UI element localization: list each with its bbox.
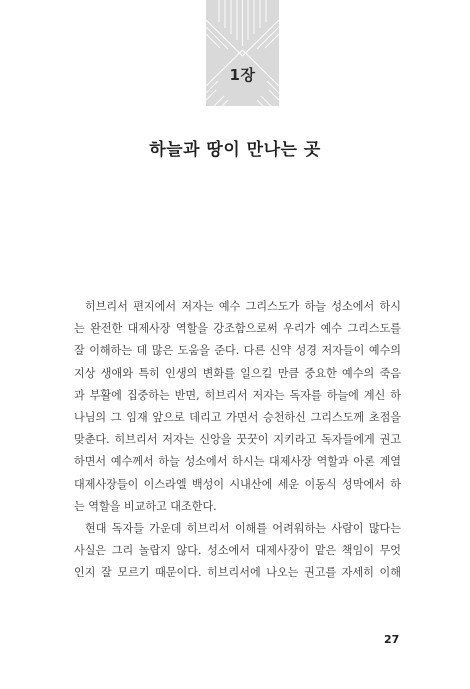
text-line: 현대 독자들 가운데 히브리서 이해를 어려워하는 사람이 많다는 [85, 521, 401, 535]
text-line: 사실은 그리 놀랍지 않다. 성소에서 대제사장이 맡은 책임이 무엇 [74, 544, 401, 558]
body-text [74, 296, 401, 584]
text-line: 히브리서 편지에서 저자는 예수 그리스도가 하늘 성소에서 하시 [85, 300, 401, 313]
chapter-label: 1장 [229, 66, 256, 84]
text-line: 인지 잘 모르기 때문이다. 히브리서에 나오는 권고를 자세히 이해 [74, 566, 401, 580]
text-line: 맞춘다. 히브리서 저자는 신앙을 꿋꿋이 지키라고 독자들에게 권고 [74, 433, 401, 447]
chevron-pattern-icon [206, 0, 279, 106]
chapter-badge [206, 0, 279, 106]
text-line: 잘 이해하는 데 많은 도움을 준다. 다른 신약 성경 저자들이 예수의 [74, 344, 401, 358]
page-number: 27 [384, 633, 400, 646]
chapter-title: 하늘과 땅이 만나는 곳 [149, 140, 321, 160]
text-line: 지상 생애와 특히 인생의 변화를 일으킬 만큼 중요한 예수의 죽음 [74, 366, 401, 380]
text-line: 나님의 그 임재 앞으로 데리고 가면서 승천하신 그리스도께 초점을 [74, 410, 401, 424]
text-line: 는 완전한 대제사장 역할을 강조함으로써 우리가 예수 그리스도를 [74, 322, 401, 336]
text-line: 과 부활에 집중하는 반면, 히브리서 저자는 독자를 하늘에 계신 하 [74, 388, 401, 402]
text-line: 대제사장들이 이스라엘 백성이 시내산에 세운 이동식 성막에서 하 [74, 477, 401, 491]
text-line: 하면서 예수께서 하늘 성소에서 하시는 대제사장 역할과 아론 계열 [74, 455, 401, 469]
text-line: 는 역할을 비교하고 대조한다. [74, 499, 217, 513]
